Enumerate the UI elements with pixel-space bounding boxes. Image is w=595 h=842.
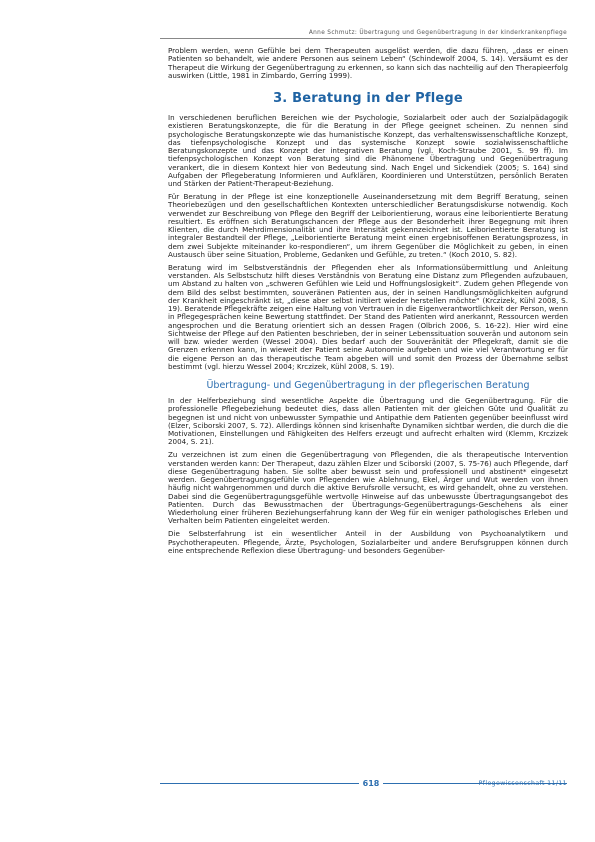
article-body bbox=[168, 47, 568, 560]
paragraph: Die Selbsterfahrung ist ein wesentlicher Anteil in der Ausbildung von Psychoanalytikern und Psychotherapeuten. Pflegende, Ärzte, Psychologen, Sozialarbeiter und andere Berufsgruppen können durch eine entsprechende Reflexion diese Übertragung- und besonders Gegenüber- bbox=[168, 529, 568, 555]
paragraph: Beratung wird im Selbstverständnis der Pflegenden eher als Informationsübermittlung und Anleitung verstanden. Als Selbstschutz hilft dieses Verständnis von Beratung eine Distanz zum Pflegenden aufzubauen, um Abstand zu halten von „schweren Gefühlen wie Leid und Hoffnungslosigkeit“. Zudem gehen Pflegende von dem Bild des selbst bestimmten, souveränen Patienten aus, der in seinen Handlungsmöglichkeiten aufgrund der Krankheit eingeschränkt ist, „diese aber selbst initiiert wieder herstellen möchte“ (Krczizek, Kühl 2008, S. 19). Beratende Pflegekräfte zeigen eine Haltung von Vertrauen in die Eigenverantwortlichkeit der Person, wenn in Pflegegesprächen keine Bewertung stattfindet. Der Stand des Patienten wird anerkannt, Ressourcen werden angesprochen und die Beratung orientiert sich an dessen Fragen (Olbrich 2006, S. 16-22). Hier wird eine Sichtweise der Pflege auf den Patienten beschrieben, der in seiner Lebenssituation souverän und autonom sein will bzw. wieder werden (Wessel 2004). Dies bedarf auch der Souveränität der Pflegekraft, damit sie die Grenzen erkennen kann, in wieweit der Patient seine Autonomie aufgeben und wie viel Verantwortung er für die eigene Person an das therapeutische Team abgeben will und somit den Prozess der Übernahme selbst bestimmt (vgl. hierzu Wessel 2004; Krczizek, Kühl 2008, S. 19). bbox=[168, 262, 568, 371]
running-head-rule bbox=[160, 38, 567, 39]
running-head: Anne Schmutz: Übertragung und Gegenübertragung in der kinderkrankenpflege bbox=[308, 30, 567, 36]
subsection-heading: Übertragung- und Gegenübertragung in der pflegerischen Beratung bbox=[206, 380, 530, 392]
journal-name: Pflegewissenschaft 11/11 bbox=[478, 780, 567, 787]
section-heading: 3. Beratung in der Pflege bbox=[273, 91, 463, 106]
paragraph: In verschiedenen beruflichen Bereichen wie der Psychologie, Sozialarbeit oder auch der Sozialpädagogik existieren Beratungskonzepte, die für die Beratung in der Pflege geeignet scheinen. Zu nennen sind psychologische Beratungskonzepte wie das humanistische Konzept, das verhaltenswissenschaftliche Konzept, das tiefenpsychologische Konzept und das systemische Konzept sowie sozialwissenschaftliche Beratungskonzepte und das Konzept der integrativen Beratung (vgl. Koch-Straube 2001, S. 99 ff). Im tiefenpsychologischen Konzept von Beratung sind die Phänomene Übertragung und Gegenübertragung verankert, die in diesem Kontext hier von Bedeutung sind. Nach Engel und Sickendiek (2005; S. 164) sind Aufgaben der Pflegeberatung Informieren und Aufklären, Koordinieren und Unterstützen, persönlich Beraten und Stärken der Patient-Therapeut-Beziehung. bbox=[168, 113, 568, 188]
paragraph: Für Beratung in der Pflege ist eine konzeptionelle Auseinandersetzung mit dem Begriff Beratung, seinen Theoriebezügen und den gesellschaftlichen Kontexten unterschiedlicher Beratungsdiskurse notwendig. Koch verwendet zur Beschreibung von Pflege den Begriff der Leiborientierung, woraus eine leiborientierte Beratung resultiert. Es eröffnen sich Beratungschancen der Pflege aus der Besonderheit ihrer Begegnung mit ihren Klienten, die durch Mehrdimensionalität und ihre Intensität gekennzeichnet ist. Leiborientierte Beratung ist integraler Bestandteil der Pflege, „Leiborientierte Beratung meint einen ergebnisoffenen Beratungsprozess, in dem zwei Subjekte miteinander ko-respondieren“, um ihrem Gegenüber die Möglichkeit zu geben, in einen Austausch über seine Situation, Probleme, Gedanken und Gefühle, zu treten.“ (Koch 2010, S. 82). bbox=[168, 192, 568, 259]
paragraph: Problem werden, wenn Gefühle bei dem Therapeuten ausgelöst werden, die dazu führen, „dass er einen Patienten so behandelt, wie andere Personen aus seinem Leben“ (Schindewolf 2004, S. 14). Versäumt es der Therapeut die Wirkung der Gegenübertragung zu erkennen, so kann sich das nachteilig auf den Therapieerfolg auswirken (Little, 1981 in Zimbardo, Gerring 1999). bbox=[168, 46, 568, 80]
page-number: 618 bbox=[359, 778, 383, 789]
paragraph: In der Helferbeziehung sind wesentliche Aspekte die Übertragung und die Gegenübertragung. Für die professionelle Pflegebeziehung bedeutet dies, dass allen Patienten mit der gleichen Güte und Qualität zu begegnen ist und nicht von unbewusster Sympathie und Antipathie dem Patienten gegenüber beeinflusst wird (Elzer, Sciborski 2007, S. 72). Allerdings können sind krisenhafte Dynamiken sichtbar werden, die durch die die Motivationen, Einstellungen und Fähigkeiten des Helfers erzeugt und aufrecht erhalten wird (Klemm, Krczizek 2004, S. 21). bbox=[168, 396, 568, 447]
paragraph: Zu verzeichnen ist zum einen die Gegenübertragung von Pflegenden, die als therapeutische Intervention verstanden werden kann: Der Therapeut, dazu zählen Elzer und Sciborski (2007, S. 75-76) auch Pflegende, darf diese Gegenübertragung haben. Sie sollte aber bewusst sein und professionell und abstinent* eingesetzt werden. Gegenübertragungsgefühle von Pflegenden wie Ablehnung, Ekel, Ärger und Wut werden von ihnen häufig nicht wahrgenommen und durch die aktive Berufsrolle versucht, es wird gehandelt, ohne zu verstehen. Dabei sind die Gegenübertragungsgefühle wertvolle Hinweise auf das unbewusste Übertragungsangebot des Patienten. Durch das Bewusstmachen der Übertragungs-Gegenübertragungs-Geschehens als einer Wiederholung einer früheren Beziehungserfahrung kann der Weg für ein weniger pathologisches Erleben und Verhalten beim Patienten eingeleitet werden. bbox=[168, 450, 568, 526]
